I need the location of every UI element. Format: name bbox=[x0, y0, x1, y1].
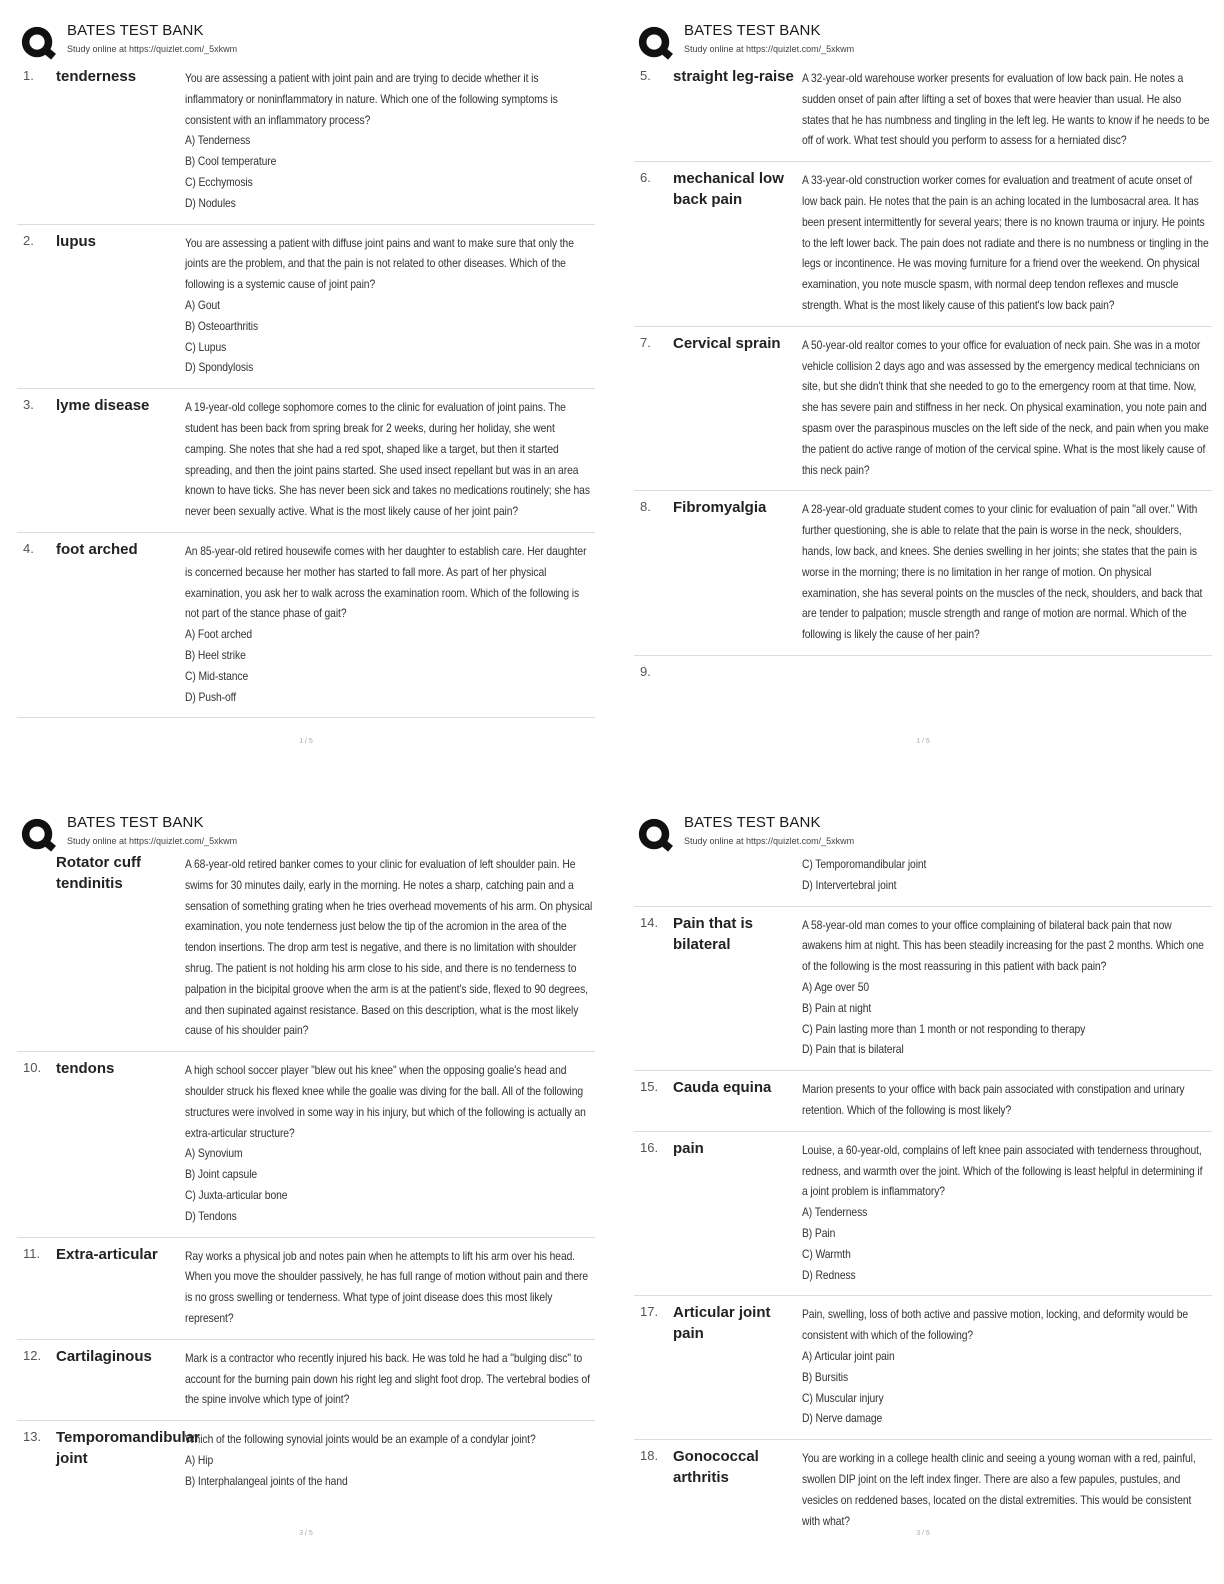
question-text: A 32-year-old warehouse worker presents for evaluation of low back pain. He notes a sudden onset of pain after lifting a set of boxes that were heavier than usual. He also states that he has numbness and tingling in the left leg. He wants to know if he needs to be off of work. What test should you perform to assess for a herniated disc? bbox=[802, 71, 1210, 148]
question-text: A 33-year-old construction worker comes for evaluation and treatment of acute onset of low back pain. He notes that the pain is an aching located in the lumbosacral area. It has been present intermittently for several years; there is no known trauma or injury. He points to the left lower back. The pain does not radiate and there is no numbness or tingling in the legs or incontinence. He was moving furniture for a friend over the weekend. On physical examination, you note muscle spasm, with normal deep tendon reflexes and muscle strength. What is the most likely cause of this patient's low back pain? bbox=[802, 173, 1209, 312]
page-header bbox=[17, 20, 595, 60]
brand-title: BATES TEST BANK bbox=[67, 22, 204, 39]
card-term: pain bbox=[673, 1139, 704, 1157]
quizlet-logo-icon bbox=[19, 816, 57, 854]
card-number: 13. bbox=[23, 1429, 42, 1445]
option: D) Tendons bbox=[185, 1208, 237, 1223]
option: A) Foot arched bbox=[185, 627, 253, 642]
card-number: 1. bbox=[23, 68, 34, 83]
card-definition bbox=[802, 68, 1210, 151]
option: C) Ecchymosis bbox=[185, 174, 253, 189]
question-text: Louise, a 60-year-old, complains of left knee pain associated with tenderness throughout, redness, and warmth over the joint. Which of the following is least helpful in determining if a joint problem is inflammatory? bbox=[802, 1142, 1203, 1199]
question-text: You are assessing a patient with joint pain and are trying to decide whether it is inflammatory or noninflammatory in nature. Which one of the following symptoms is consistent with an inflammatory process? bbox=[185, 71, 558, 127]
option: D) Pain that is bilateral bbox=[802, 1042, 904, 1057]
quizlet-logo-icon bbox=[19, 24, 57, 62]
flashcard bbox=[17, 1238, 595, 1340]
flashcard bbox=[17, 389, 595, 533]
card-term: Cervical sprain bbox=[673, 334, 781, 352]
flashcard bbox=[634, 1440, 1212, 1541]
page-4 bbox=[634, 812, 1212, 1572]
card-definition bbox=[185, 854, 593, 1041]
card-term: Pain that is bilateral bbox=[673, 914, 754, 953]
card-definition bbox=[802, 170, 1210, 316]
option: B) Interphalangeal joints of the hand bbox=[185, 1473, 348, 1488]
quizlet-logo-icon bbox=[636, 816, 674, 854]
flashcard bbox=[17, 1340, 595, 1421]
flashcard bbox=[634, 1071, 1212, 1132]
quizlet-logo-icon bbox=[636, 24, 674, 62]
flashcard bbox=[634, 1296, 1212, 1440]
card-definition bbox=[185, 1246, 593, 1329]
card-definition bbox=[185, 541, 593, 707]
flashcard bbox=[634, 162, 1212, 327]
option: C) Juxta-articular bone bbox=[185, 1187, 288, 1202]
card-term: Rotator cuff tendinitis bbox=[56, 854, 141, 892]
option: B) Joint capsule bbox=[185, 1167, 258, 1182]
card-definition bbox=[802, 1079, 1210, 1121]
card-term: mechanical low back pain bbox=[673, 170, 784, 209]
card-term: Gonococcal arthritis bbox=[673, 1448, 759, 1487]
card-definition bbox=[185, 1348, 593, 1410]
page-number: 1 / 5 bbox=[299, 738, 313, 745]
flashcard bbox=[634, 1132, 1212, 1297]
option: C) Pain lasting more than 1 month or not responding to therapy bbox=[802, 1021, 1086, 1036]
question-text: Mark is a contractor who recently injured his back. He was told he had a "bulging disc" to account for the burning pain down his right leg and slight foot drop. The vertebral bodies of the spine involve which type of joint? bbox=[185, 1350, 590, 1407]
card-number: 5. bbox=[640, 68, 651, 83]
card-number: 4. bbox=[23, 540, 34, 556]
page-1 bbox=[17, 20, 595, 760]
page-number: 3 / 5 bbox=[299, 1530, 313, 1537]
question-text: A 28-year-old graduate student comes to your clinic for evaluation of pain "all over." With further questioning, she is able to relate that the pain is worse in the neck, shoulders, hands, low back, and knees. She denies swelling in her joints; she states that the pain is worse in the morning; there is no limitation in her range of motion. On physical examination, she has several points on the muscles of the neck, shoulders, and back that are tender to palpation; muscle strength and range of motion are normal. Which of the following is likely the cause of her pain? bbox=[802, 502, 1203, 642]
flashcard bbox=[17, 225, 595, 390]
card-number: 3. bbox=[23, 397, 34, 413]
option: A) Age over 50 bbox=[802, 979, 870, 994]
page-number: 1 / 5 bbox=[916, 738, 930, 745]
question-text: Pain, swelling, loss of both active and passive motion, locking, and deformity would be consistent with which of the following? bbox=[802, 1307, 1189, 1343]
option: B) Cool temperature bbox=[185, 154, 277, 169]
study-link[interactable]: Study online at https://quizlet.com/_5xkwm bbox=[684, 44, 855, 54]
question-text: A 58-year-old man comes to your office complaining of bilateral back pain that now awakens him at night. This has been steadily increasing for the past 2 months. Which one of the following is the most reassuring in this patient with back pain? bbox=[802, 917, 1204, 974]
flashcard bbox=[17, 852, 595, 1052]
brand-title: BATES TEST BANK bbox=[684, 22, 821, 39]
card-number: 8. bbox=[640, 499, 651, 515]
question-text: You are working in a college health clinic and seeing a young woman with a red, painful, swollen DIP joint on the left index finger. There are also a few papules, pustules, and vesicles on reddened bases, located on the distal extremities. This would be consistent with what? bbox=[802, 1451, 1196, 1528]
card-term: tendons bbox=[56, 1060, 115, 1078]
option: C) Muscular injury bbox=[802, 1390, 884, 1405]
card-term: tenderness bbox=[56, 68, 137, 85]
question-text: A high school soccer player "blew out his knee" when the opposing goalie's head and shoulder struck his flexed knee while the goalie was diving for the ball. All of the following structures were involved in some way in his injury, but which of the following is actually an extra-articular structure? bbox=[185, 1063, 586, 1140]
page-header bbox=[634, 812, 1212, 852]
option: B) Pain bbox=[802, 1225, 836, 1240]
option: A) Tenderness bbox=[802, 1205, 868, 1220]
page-3 bbox=[17, 812, 595, 1572]
brand-title: BATES TEST BANK bbox=[67, 814, 204, 831]
page-2 bbox=[634, 20, 1212, 760]
option: D) Nerve damage bbox=[802, 1411, 883, 1426]
flashcard bbox=[17, 1052, 595, 1237]
option: A) Tenderness bbox=[185, 133, 251, 148]
card-term: Fibromyalgia bbox=[673, 499, 767, 517]
option: D) Spondylosis bbox=[185, 360, 254, 375]
card-definition bbox=[802, 335, 1210, 481]
card-definition bbox=[802, 854, 1210, 896]
option: C) Lupus bbox=[185, 339, 227, 354]
study-link[interactable]: Study online at https://quizlet.com/_5xkwm bbox=[67, 836, 238, 846]
option: B) Osteoarthritis bbox=[185, 318, 259, 333]
card-term: Cauda equina bbox=[673, 1079, 772, 1097]
card-term: Extra-articular bbox=[56, 1245, 158, 1263]
option: D) Redness bbox=[802, 1267, 856, 1282]
card-term: lupus bbox=[56, 232, 96, 250]
option: A) Hip bbox=[185, 1452, 214, 1467]
card-definition bbox=[802, 1140, 1210, 1286]
card-definition bbox=[802, 499, 1210, 645]
option: A) Gout bbox=[185, 297, 220, 312]
question-text: A 19-year-old college sophomore comes to the clinic for evaluation of joint pains. The student has been back from spring break for 2 weeks, during her holiday, she went camping. She notes that she had a red spot, shaped like a target, but then it started spreading, and then the joint pains started. She used insect repellant but was in an area known to have ticks. She has never been sick and takes no medications routinely; she has never been sexually active. What is the most likely cause of her joint pain? bbox=[185, 400, 590, 519]
page-number: 3 / 5 bbox=[916, 1530, 930, 1537]
card-definition bbox=[802, 1304, 1210, 1429]
card-definition bbox=[185, 397, 593, 522]
card-definition bbox=[802, 1448, 1210, 1531]
card-term: Temporomandibular joint bbox=[56, 1429, 200, 1468]
flashcard bbox=[17, 60, 595, 225]
card-number: 10. bbox=[23, 1060, 42, 1076]
card-number: 14. bbox=[640, 914, 659, 930]
flashcard bbox=[634, 656, 1212, 698]
card-definition bbox=[185, 68, 593, 214]
option: D) Nodules bbox=[185, 195, 236, 210]
flashcard bbox=[634, 60, 1212, 162]
page-header bbox=[17, 812, 595, 852]
study-link[interactable]: Study online at https://quizlet.com/_5xkwm bbox=[67, 44, 238, 54]
question-text: Marion presents to your office with back pain associated with constipation and urinary retention. Which of the following is most likely? bbox=[802, 1082, 1185, 1117]
card-definition bbox=[185, 1429, 593, 1491]
question-text: A 68-year-old retired banker comes to your clinic for evaluation of left shoulder pain. He swims for 30 minutes daily, early in the morning. He notes a sharp, catching pain and a sensation of something grating when he tries overhead movements of his arm. On physical examination, you note tenderness just below the tip of the acromion in the area of the tendon insertions. The drop arm test is negative, and there is no limitation with shoulder shrug. The patient is not holding his arm close to his side, and there is no tenderness to palpation in the bicipital groove when the arm is at the patient's side, flexed to 90 degrees, and then supinated against resistance. Based on this description, what is the most likely cause of his shoulder pain? bbox=[185, 857, 593, 1038]
option: A) Articular joint pain bbox=[802, 1348, 895, 1363]
flashcard bbox=[634, 327, 1212, 492]
card-number: 11. bbox=[23, 1245, 41, 1261]
flashcard bbox=[17, 1421, 595, 1501]
card-term: foot arched bbox=[56, 540, 138, 558]
option: C) Warmth bbox=[802, 1246, 851, 1261]
card-definition bbox=[185, 233, 593, 379]
option: D) Intervertebral joint bbox=[802, 877, 897, 892]
question-text: A 50-year-old realtor comes to your office for evaluation of neck pain. She was in a motor vehicle collision 2 days ago and was assessed by the emergency medical technicians on site, but she didn't think that she needed to go to the emergency room at that time. Now, she has severe pain and stiffness in her neck. On physical examination, you note pain and spasm over the paraspinous muscles on the left side of the neck, and pain when you make the patient do active range of motion of the cervical spine. What is the most likely cause of this neck pain? bbox=[802, 337, 1209, 477]
question-text: You are assessing a patient with diffuse joint pains and want to make sure that only the joints are the problem, and that the pain is not related to other diseases. Which of the following is a systemic cause of joint pain? bbox=[185, 235, 574, 292]
question-text: An 85-year-old retired housewife comes with her daughter to establish care. Her daughter is concerned because her mother has started to fall more. As part of her physical examination, you ask her to walk across the examination room. Which of the following is not part of the stance phase of gait? bbox=[185, 543, 587, 621]
card-number: 2. bbox=[23, 232, 34, 248]
card-number: 15. bbox=[640, 1079, 659, 1095]
flashcard bbox=[634, 852, 1212, 907]
card-number: 9. bbox=[640, 663, 651, 679]
option: B) Bursitis bbox=[802, 1369, 849, 1384]
page-header bbox=[634, 20, 1212, 60]
card-number: 6. bbox=[640, 170, 651, 186]
study-link[interactable]: Study online at https://quizlet.com/_5xkwm bbox=[684, 836, 855, 846]
card-number: 17. bbox=[640, 1304, 659, 1320]
option: D) Push-off bbox=[185, 689, 237, 704]
card-term: lyme disease bbox=[56, 397, 150, 415]
option: C) Mid-stance bbox=[185, 668, 249, 683]
card-term: Cartilaginous bbox=[56, 1347, 152, 1365]
flashcard bbox=[17, 533, 595, 718]
option: C) Temporomandibular joint bbox=[802, 857, 927, 871]
flashcard bbox=[634, 491, 1212, 656]
option: B) Heel strike bbox=[185, 647, 246, 662]
brand-title: BATES TEST BANK bbox=[684, 814, 821, 831]
question-text: Ray works a physical job and notes pain when he attempts to lift his arm over his head. When you move the shoulder passively, he has full range of motion without pain and there is no gross swelling or tenderness. What type of joint disease does this most likely represent? bbox=[185, 1248, 588, 1325]
card-number: 18. bbox=[640, 1448, 659, 1464]
option: A) Synovium bbox=[185, 1146, 243, 1161]
question-text: Which of the following synovial joints would be an example of a condylar joint? bbox=[185, 1432, 536, 1447]
flashcard bbox=[634, 907, 1212, 1072]
card-definition bbox=[802, 915, 1210, 1061]
card-number: 16. bbox=[640, 1139, 659, 1155]
card-number: 12. bbox=[23, 1347, 42, 1363]
option: B) Pain at night bbox=[802, 1000, 872, 1015]
card-term: straight leg-raise bbox=[673, 68, 794, 85]
card-definition bbox=[185, 1060, 593, 1226]
card-number: 7. bbox=[640, 334, 651, 350]
card-term: Articular joint pain bbox=[673, 1304, 771, 1343]
